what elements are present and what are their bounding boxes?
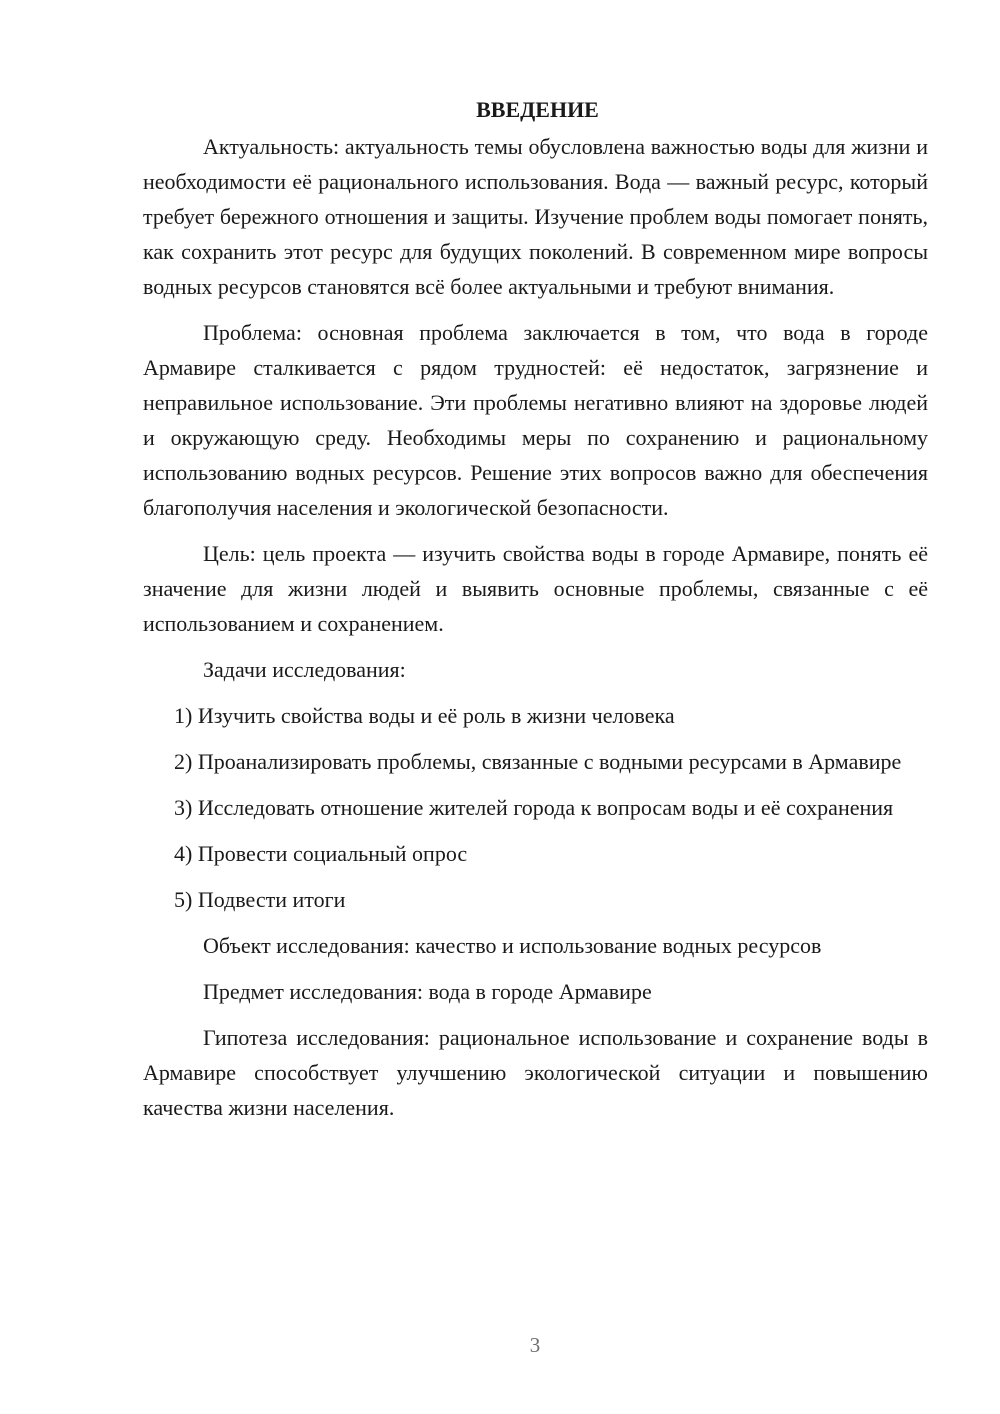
task-item-5: 5) Подвести итоги (174, 887, 346, 912)
research-subject-paragraph: Предмет исследования: вода в городе Армавире (203, 979, 652, 1004)
goal-paragraph: Цель: цель проекта — изучить свойства воды в городе Армавире, понять её значение для жизни людей и выявить основные проблемы, связанные с её использованием и сохранением. (143, 541, 928, 636)
problem-paragraph: Проблема: основная проблема заключается в том, что вода в городе Армавире сталкивается с рядом трудностей: её недостаток, загрязнение и неправильное использование. Эти проблемы негативно влияют на здоровье людей и окружающую среду. Необходимы меры по сохранению и рациональному использованию водных ресурсов. Решение этих вопросов важно для обеспечения благополучия населения и экологической безопасности. (143, 320, 928, 520)
relevance-paragraph: Актуальность: актуальность темы обусловлена важностью воды для жизни и необходимости её рационального использования. Вода — важный ресурс, который требует бережного отношения и защиты. Изучение проблем воды помогает понять, как сохранить этот ресурс для будущих поколений. В современном мире вопросы водных ресурсов становятся всё более актуальными и требуют внимания. (143, 134, 928, 299)
task-item-1: 1) Изучить свойства воды и её роль в жизни человека (174, 703, 675, 728)
hypothesis-paragraph: Гипотеза исследования: рациональное использование и сохранение воды в Армавире способствует улучшению экологической ситуации и повышению качества жизни населения. (143, 1025, 928, 1120)
research-object-paragraph: Объект исследования: качество и использование водных ресурсов (203, 933, 822, 958)
task-item-3: 3) Исследовать отношение жителей города к вопросам воды и её сохранения (174, 795, 894, 820)
task-item-4: 4) Провести социальный опрос (174, 841, 468, 866)
task-item-2: 2) Проанализировать проблемы, связанные с водными ресурсами в Армавире (174, 749, 902, 774)
tasks-heading: Задачи исследования: (203, 657, 406, 682)
document-page (143, 92, 928, 1136)
section-title: ВВЕДЕНИЕ (476, 97, 599, 122)
page-number: 3 (529, 1333, 541, 1357)
